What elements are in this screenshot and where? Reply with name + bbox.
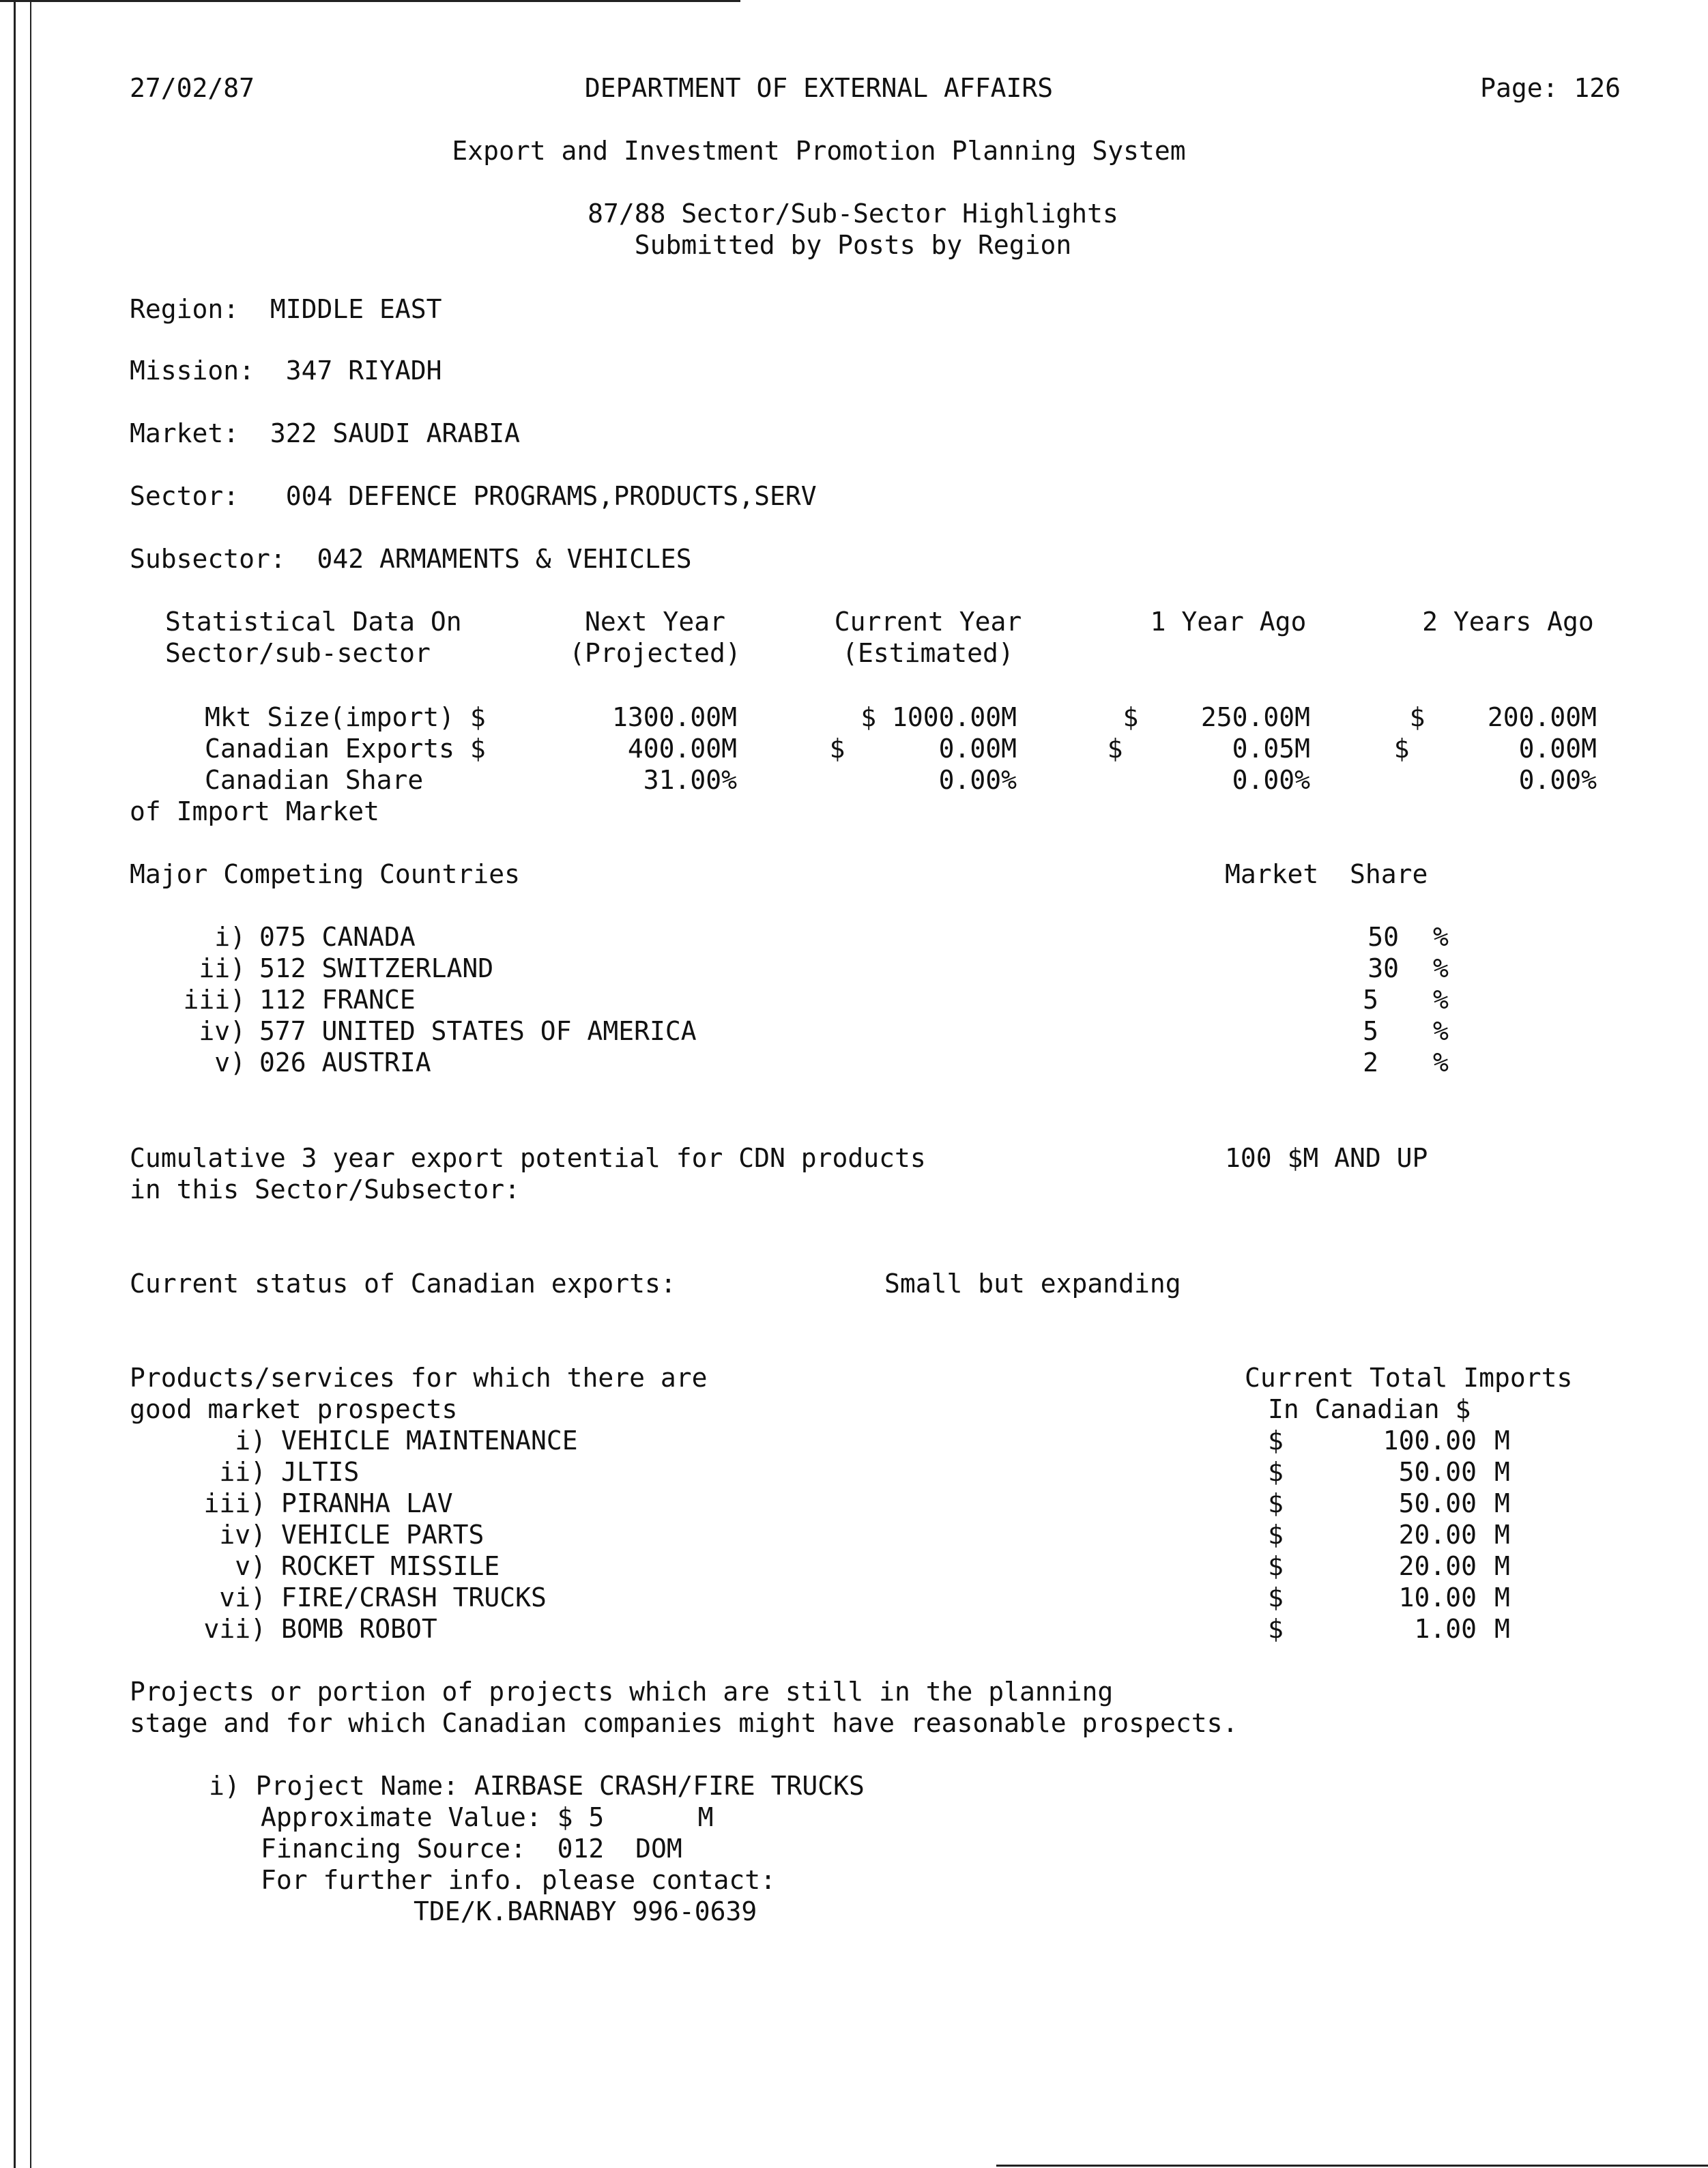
stats-cell: 0.00% [938,765,1017,795]
share-suffix-label: of Import Market [130,796,380,826]
projects-intro: Projects or portion of projects which are still in the planning [130,1677,1114,1707]
product-name: ROCKET MISSILE [281,1551,500,1581]
stats-cell: 31.00% [643,765,737,795]
competitor-share: 30 [1367,953,1399,983]
market-field: Market: 322 SAUDI ARABIA [130,418,520,448]
export-status-label: Current status of Canadian exports: [130,1269,676,1299]
product-name: FIRE/CRASH TRUCKS [281,1582,547,1613]
competitor-index: v) [214,1047,246,1078]
competitor-share: 5 [1363,1016,1378,1046]
sector-field: Sector: 004 DEFENCE PROGRAMS,PRODUCTS,SERV [130,481,817,511]
product-currency: $ [1268,1582,1284,1613]
project-financing: Financing Source: 012 DOM [261,1834,682,1864]
product-currency: $ [1268,1488,1284,1518]
product-name: VEHICLE PARTS [281,1520,484,1550]
product-name: JLTIS [281,1457,360,1487]
product-amount: 100.00 [1383,1426,1477,1456]
competitor-name: 112 FRANCE [259,985,416,1015]
subsector-field: Subsector: 042 ARMAMENTS & VEHICLES [130,544,692,574]
stats-heading-label: Statistical Data On [165,607,462,637]
product-index: i) [235,1426,266,1456]
product-unit: M [1494,1551,1510,1581]
product-unit: M [1494,1457,1510,1487]
bottom-edge-line [996,2165,1708,2167]
imports-heading-2: In Canadian $ [1268,1394,1471,1424]
product-amount: 20.00 [1398,1520,1477,1550]
product-name: VEHICLE MAINTENANCE [281,1426,578,1456]
stats-column-subheader: (Projected) [569,638,741,668]
competitor-index: iii) [183,985,246,1015]
product-name: BOMB ROBOT [281,1614,437,1644]
product-index: iv) [219,1520,266,1550]
stats-cell: $ 200.00M [1409,702,1597,732]
product-amount: 20.00 [1398,1551,1477,1581]
project-value: Approximate Value: $ 5 M [261,1802,714,1832]
export-potential-label-2: in this Sector/Subsector: [130,1174,520,1204]
imports-heading: Current Total Imports [1245,1363,1573,1393]
system-title: Export and Investment Promotion Planning System [452,136,1186,166]
stats-cell: $ 0.00M [829,734,1017,764]
stats-cell: $ 0.00M [1393,734,1597,764]
product-currency: $ [1268,1426,1284,1456]
product-amount: 50.00 [1398,1488,1477,1518]
product-currency: $ [1268,1551,1284,1581]
competitor-index: iv) [199,1016,246,1046]
stats-cell: $ 250.00M [1123,702,1310,732]
products-heading-2: good market prospects [130,1394,458,1424]
competitor-name: 577 UNITED STATES OF AMERICA [259,1016,697,1046]
competitor-percent: % [1433,1047,1449,1078]
report-subtitle-2: Submitted by Posts by Region [634,230,1072,260]
product-amount: 1.00 [1414,1614,1477,1644]
competitor-index: ii) [199,953,246,983]
competitor-percent: % [1433,953,1449,983]
product-index: v) [235,1551,266,1581]
stats-cell: $ 1000.00M [860,702,1017,732]
competitor-name: 075 CANADA [259,922,416,952]
product-index: ii) [219,1457,266,1487]
competitor-name: 026 AUSTRIA [259,1047,431,1078]
competitors-heading: Major Competing Countries [130,859,520,889]
page-number: Page: 126 [1480,73,1621,103]
products-heading: Products/services for which there are [130,1363,708,1393]
stats-cell: 400.00M [627,734,737,764]
top-edge-line [0,0,740,2]
competitor-share: 2 [1363,1047,1378,1078]
product-unit: M [1494,1614,1510,1644]
report-subtitle: 87/88 Sector/Sub-Sector Highlights [588,199,1118,229]
competitor-share: 5 [1363,985,1378,1015]
export-potential-label: Cumulative 3 year export potential for CDN products [130,1143,926,1173]
competitor-share: 50 [1367,922,1399,952]
project-name: i) Project Name: AIRBASE CRASH/FIRE TRUCKS [209,1771,865,1801]
competitor-percent: % [1433,985,1449,1015]
product-currency: $ [1268,1614,1284,1644]
export-potential-value: 100 $M AND UP [1225,1143,1428,1173]
stats-column-header: Current Year [834,607,1022,637]
stats-row-label: Canadian Share [205,765,424,795]
stats-heading-label-2: Sector/sub-sector [165,638,431,668]
product-index: iii) [203,1488,266,1518]
competitor-index: i) [214,922,246,952]
product-currency: $ [1268,1457,1284,1487]
stats-cell: 0.00% [1518,765,1597,795]
product-name: PIRANHA LAV [281,1488,453,1518]
projects-intro-2: stage and for which Canadian companies might have reasonable prospects. [130,1708,1239,1738]
stats-cell: 0.00% [1232,765,1310,795]
stats-column-header: 2 Years Ago [1422,607,1594,637]
market-share-heading: Market Share [1225,859,1428,889]
stats-column-header: 1 Year Ago [1150,607,1307,637]
export-status-value: Small but expanding [884,1269,1181,1299]
left-edge-line [14,0,16,2168]
product-index: vii) [203,1614,266,1644]
mission-field: Mission: 347 RIYADH [130,356,442,386]
stats-row-label: Canadian Exports $ [205,734,486,764]
region-field: Region: MIDDLE EAST [130,294,442,324]
stats-cell: 1300.00M [611,702,737,732]
competitor-percent: % [1433,1016,1449,1046]
product-unit: M [1494,1520,1510,1550]
product-unit: M [1494,1488,1510,1518]
department-title: DEPARTMENT OF EXTERNAL AFFAIRS [584,73,1054,103]
left-edge-line-inner [30,0,31,2168]
stats-column-header: Next Year [585,607,725,637]
product-index: vi) [219,1582,266,1613]
product-amount: 10.00 [1398,1582,1477,1613]
product-amount: 50.00 [1398,1457,1477,1487]
competitor-name: 512 SWITZERLAND [259,953,494,983]
product-unit: M [1494,1426,1510,1456]
project-contact-label: For further info. please contact: [261,1865,776,1895]
stats-row-label: Mkt Size(import) $ [205,702,486,732]
report-date: 27/02/87 [130,73,255,103]
competitor-percent: % [1433,922,1449,952]
product-currency: $ [1268,1520,1284,1550]
product-unit: M [1494,1582,1510,1613]
project-contact: TDE/K.BARNABY 996-0639 [414,1896,757,1926]
stats-column-subheader: (Estimated) [842,638,1014,668]
stats-cell: $ 0.05M [1107,734,1310,764]
